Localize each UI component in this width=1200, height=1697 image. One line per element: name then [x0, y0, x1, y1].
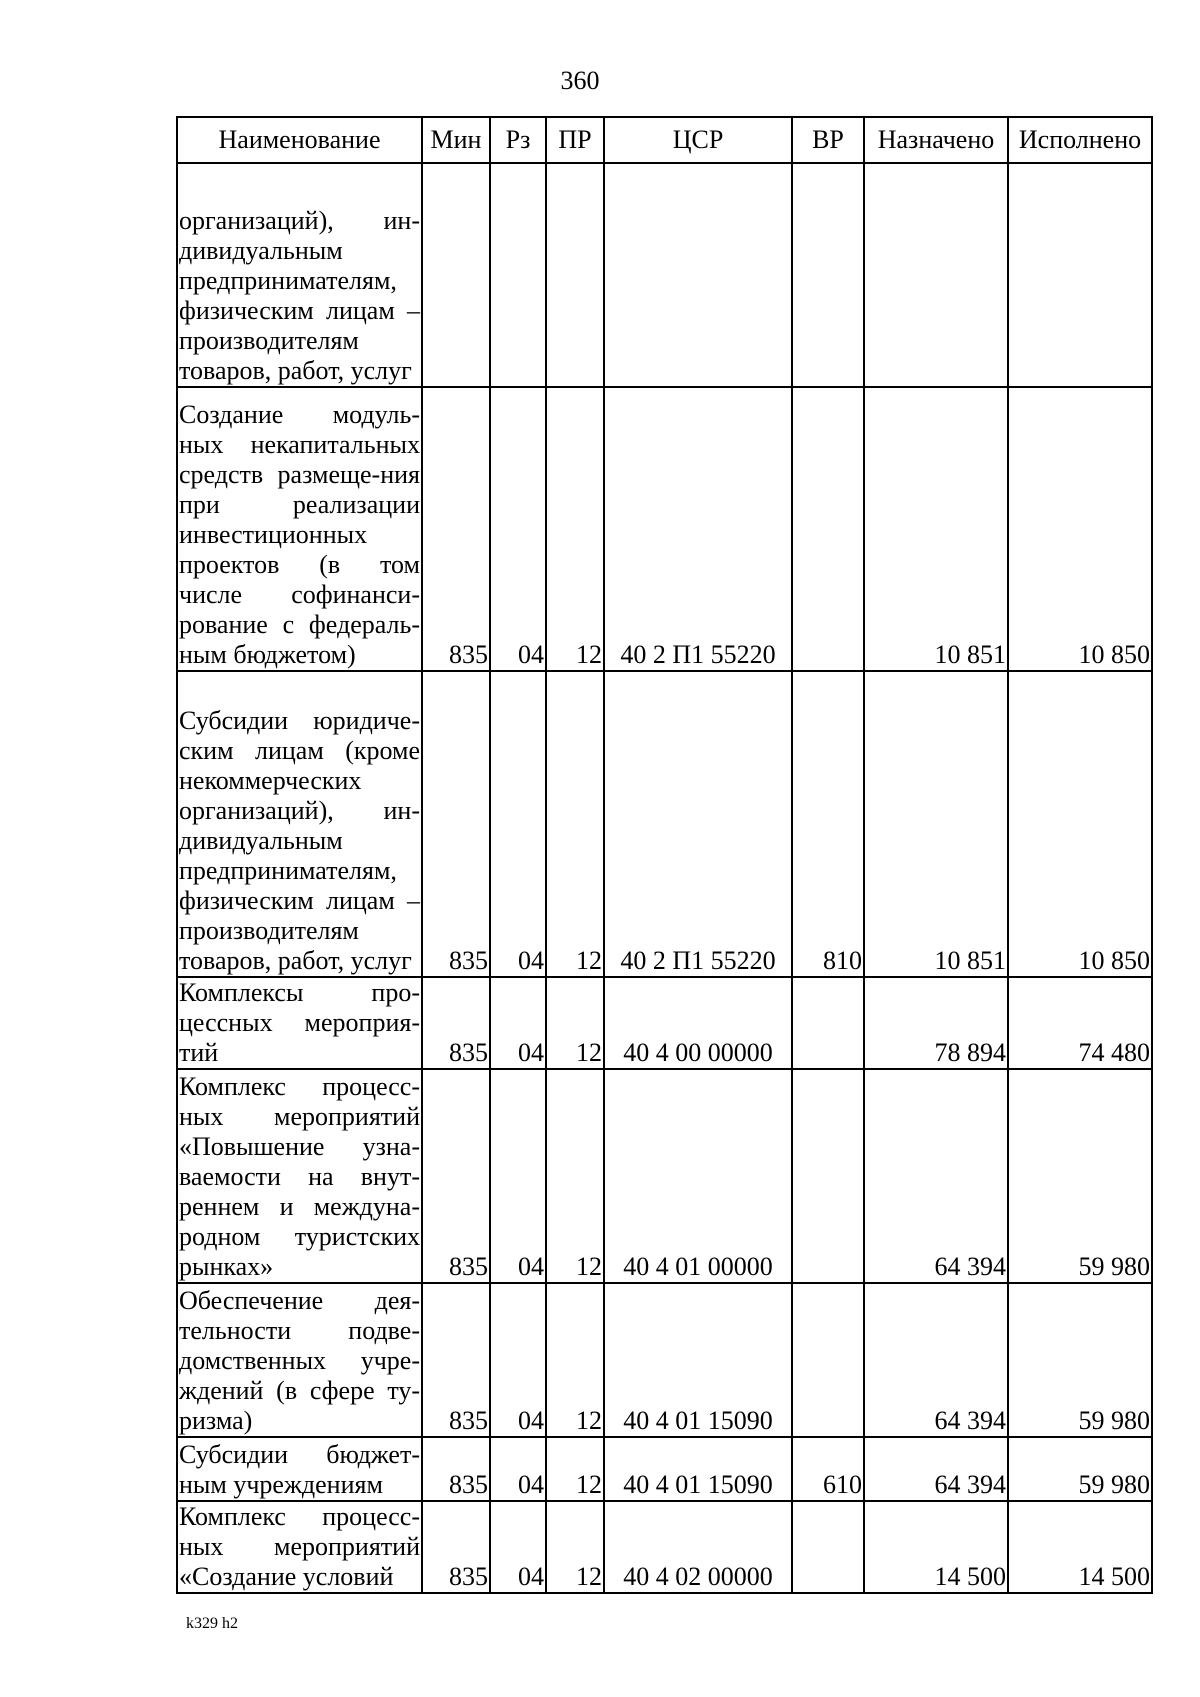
header-vr: ВР — [792, 117, 864, 163]
row-vr: 610 — [792, 1437, 864, 1501]
row-pr: 12 — [546, 671, 604, 977]
row-min: 835 — [422, 1501, 490, 1593]
row-pr: 12 — [546, 1501, 604, 1593]
table-row — [177, 1501, 1152, 1593]
row-executed: 14 500 — [1008, 1501, 1152, 1593]
row-executed: 59 980 — [1008, 1437, 1152, 1501]
table-row — [177, 387, 1152, 671]
header-executed: Исполнено — [1008, 117, 1152, 163]
row-name-text: организаций), ин-дивидуальным предпринимателям, физическим лицам – производителям товаров, работ, услуг — [179, 206, 420, 385]
row-name — [177, 163, 422, 387]
row-pr: 12 — [546, 1437, 604, 1501]
row-vr — [792, 387, 864, 671]
row-name-text: Комплекс процесс-ных мероприятий «Повышение узна-ваемости на внут-реннем и междуна-родном туристских рынках» — [179, 1072, 420, 1281]
row-name-text: Создание модуль-ных некапитальных средств размеще-ния при реализации инвестиционных проектов (в том числе софинанси-рование с федераль-ным бюджетом) — [179, 400, 420, 669]
page-number: 360 — [560, 66, 600, 95]
row-rz: 04 — [490, 1069, 546, 1283]
row-rz: 04 — [490, 387, 546, 671]
row-executed: 10 850 — [1008, 671, 1152, 977]
row-name — [177, 1069, 422, 1283]
row-csr: 40 2 П1 55220 — [604, 671, 792, 977]
row-executed: 10 850 — [1008, 387, 1152, 671]
row-min: 835 — [422, 1437, 490, 1501]
row-vr — [792, 163, 864, 387]
row-vr — [792, 977, 864, 1069]
row-name-text: Субсидии юридиче-ским лицам (кроме некоммерческих организаций), ин-дивидуальным предпринимателям, физическим лицам – производителям товаров, работ, услуг — [179, 706, 420, 975]
row-vr: 810 — [792, 671, 864, 977]
row-pr: 12 — [546, 977, 604, 1069]
row-name — [177, 671, 422, 977]
table-row — [177, 163, 1152, 387]
row-vr — [792, 1501, 864, 1593]
row-name-text: Комплексы про-цессных мероприя-тий — [179, 978, 420, 1067]
row-name — [177, 1283, 422, 1437]
row-vr — [792, 1283, 864, 1437]
row-csr: 40 4 01 15090 — [604, 1437, 792, 1501]
header-rz: Рз — [490, 117, 546, 163]
row-assigned: 64 394 — [864, 1437, 1008, 1501]
row-pr: 12 — [546, 387, 604, 671]
header-assigned: Назначено — [864, 117, 1008, 163]
row-rz: 04 — [490, 1501, 546, 1593]
row-csr: 40 2 П1 55220 — [604, 387, 792, 671]
row-csr: 40 4 02 00000 — [604, 1501, 792, 1593]
row-rz: 04 — [490, 977, 546, 1069]
row-executed: 74 480 — [1008, 977, 1152, 1069]
row-name-text: Обеспечение дея-тельности подве-домственных учре-ждений (в сфере ту-ризма) — [179, 1286, 420, 1435]
table-row — [177, 1437, 1152, 1501]
row-name — [177, 1501, 422, 1593]
footer-code: k329 h2 — [186, 1615, 238, 1632]
row-assigned: 64 394 — [864, 1283, 1008, 1437]
row-executed — [1008, 163, 1152, 387]
row-name — [177, 1437, 422, 1501]
row-rz: 04 — [490, 671, 546, 977]
row-min: 835 — [422, 977, 490, 1069]
row-min: 835 — [422, 671, 490, 977]
row-assigned: 64 394 — [864, 1069, 1008, 1283]
budget-table — [176, 116, 1153, 1594]
row-assigned: 10 851 — [864, 671, 1008, 977]
row-pr: 12 — [546, 1069, 604, 1283]
row-executed: 59 980 — [1008, 1069, 1152, 1283]
header-pr: ПР — [546, 117, 604, 163]
row-rz — [490, 163, 546, 387]
row-executed: 59 980 — [1008, 1283, 1152, 1437]
row-rz: 04 — [490, 1283, 546, 1437]
row-name-text: Субсидии бюджет-ным учреждениям — [179, 1440, 420, 1499]
row-name — [177, 387, 422, 671]
row-name-text: Комплекс процесс-ных мероприятий «Создание условий — [179, 1502, 420, 1591]
row-csr — [604, 163, 792, 387]
row-vr — [792, 1069, 864, 1283]
header-min: Мин — [422, 117, 490, 163]
row-assigned: 10 851 — [864, 387, 1008, 671]
row-csr: 40 4 00 00000 — [604, 977, 792, 1069]
row-csr: 40 4 01 00000 — [604, 1069, 792, 1283]
table-row — [177, 671, 1152, 977]
table-row — [177, 1283, 1152, 1437]
row-min: 835 — [422, 1069, 490, 1283]
table-row — [177, 977, 1152, 1069]
row-assigned — [864, 163, 1008, 387]
row-rz: 04 — [490, 1437, 546, 1501]
row-assigned: 14 500 — [864, 1501, 1008, 1593]
table-header-row — [177, 117, 1152, 163]
row-pr: 12 — [546, 1283, 604, 1437]
row-pr — [546, 163, 604, 387]
row-csr: 40 4 01 15090 — [604, 1283, 792, 1437]
row-assigned: 78 894 — [864, 977, 1008, 1069]
header-name: Наименование — [177, 117, 422, 163]
header-csr: ЦСР — [604, 117, 792, 163]
row-name — [177, 977, 422, 1069]
row-min: 835 — [422, 1283, 490, 1437]
table-row — [177, 1069, 1152, 1283]
row-min — [422, 163, 490, 387]
row-min: 835 — [422, 387, 490, 671]
